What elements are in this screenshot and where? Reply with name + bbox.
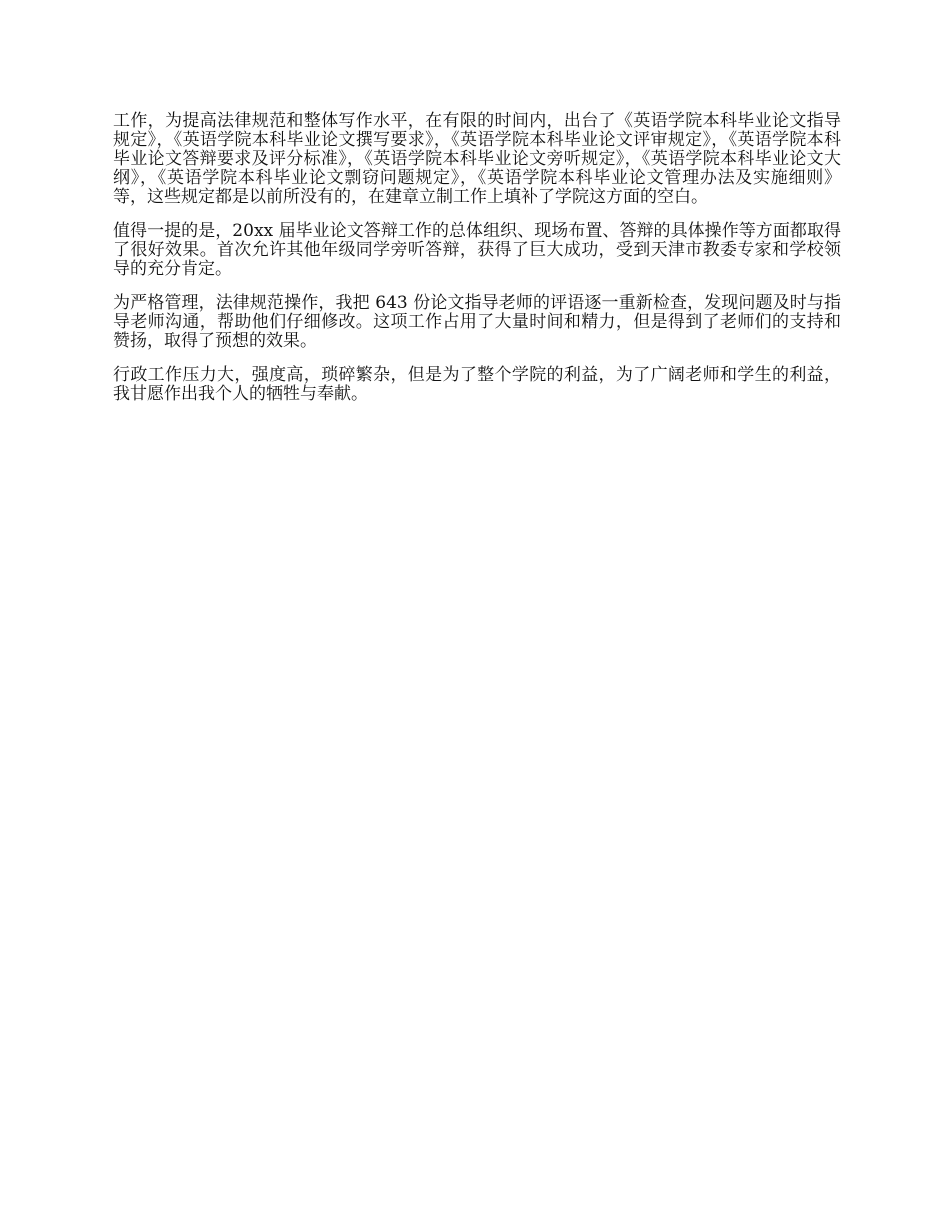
paragraph-2: 值得一提的是，20xx 届毕业论文答辩工作的总体组织、现场布置、答辩的具体操作等方面都取得了很好效果。首次允许其他年级同学旁听答辩，获得了巨大成功，受到天津市教委专家和学校领导的充分肯定。 [113, 221, 841, 279]
paragraph-4: 行政工作压力大，强度高，琐碎繁杂，但是为了整个学院的利益，为了广阔老师和学生的利益，我甘愿作出我个人的牺牲与奉献。 [113, 365, 841, 404]
paragraph-1: 工作，为提高法律规范和整体写作水平，在有限的时间内，出台了《英语学院本科毕业论文指导规定》，《英语学院本科毕业论文撰写要求》，《英语学院本科毕业论文评审规定》，《英语学院本科毕业论文答辩要求及评分标准》，《英语学院本科毕业论文旁听规定》，《英语学院本科毕业论文大纲》，《英语学院本科毕业论文剽窃问题规定》，《英语学院本科毕业论文管理办法及实施细则》等，这些规定都是以前所没有的，在建章立制工作上填补了学院这方面的空白。 [113, 111, 841, 207]
document-body [113, 112, 841, 419]
paragraph-3: 为严格管理，法律规范操作，我把 643 份论文指导老师的评语逐一重新检查，发现问题及时与指导老师沟通，帮助他们仔细修改。这项工作占用了大量时间和精力，但是得到了老师们的支持和赞扬，取得了预想的效果。 [113, 293, 841, 351]
